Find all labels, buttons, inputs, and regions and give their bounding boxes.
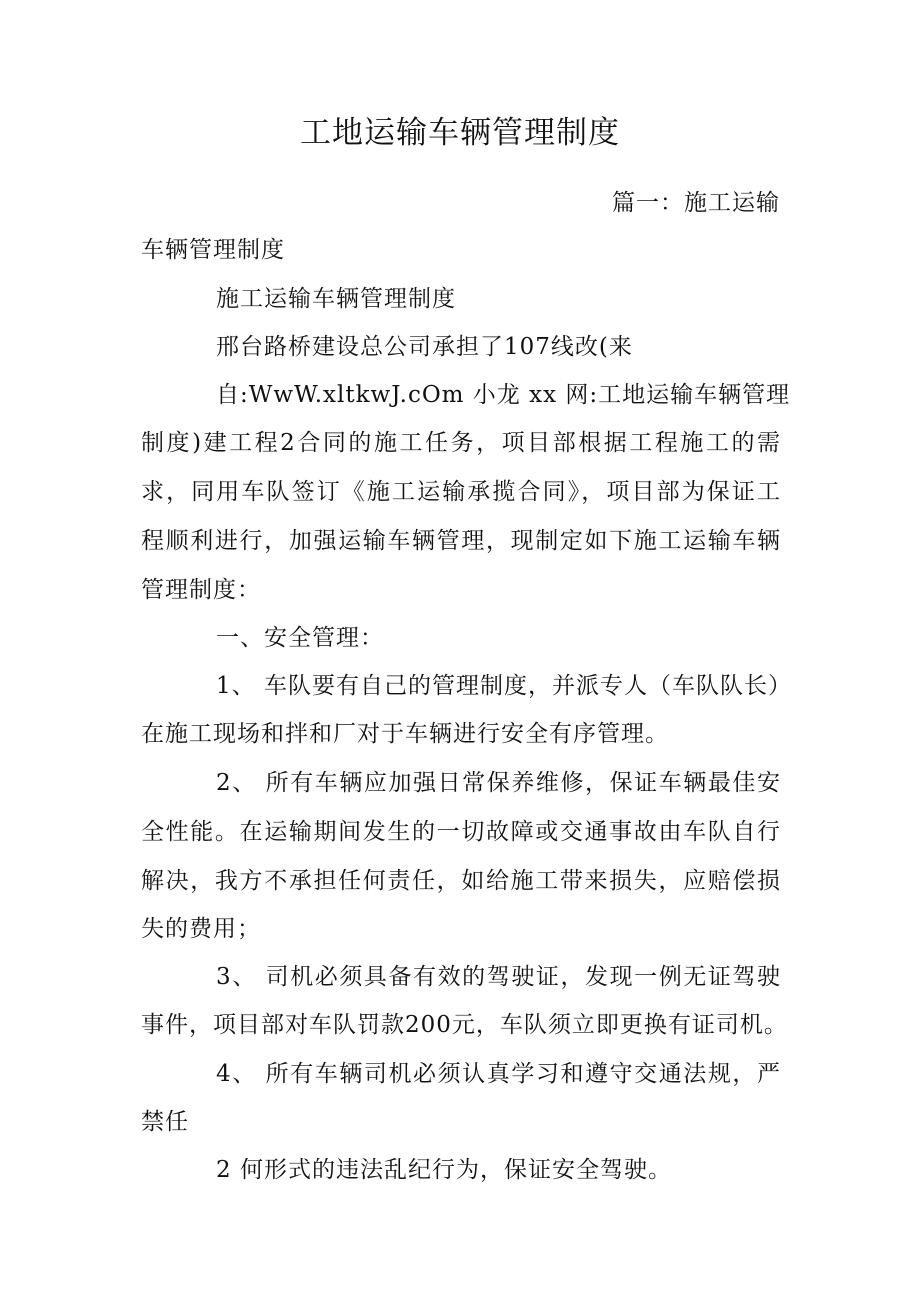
list-item-line: 解决，我方不承担任何责任，如给施工带来损失，应赔偿损 [141,868,781,894]
list-item-line: 4、 所有车辆司机必须认真学习和遵守交通法规，严 [216,1061,781,1087]
section-heading: 一、安全管理： [216,625,384,651]
paragraph-line: 管理制度： [141,577,261,603]
paragraph-line: 自:WwW.xltkwJ.cOm 小龙 xx 网:工地运输车辆管理 [216,382,791,408]
list-item-line: 2、 所有车辆应加强日常保养维修，保证车辆最佳安 [216,770,781,796]
document-title: 工地运输车辆管理制度 [300,115,620,151]
paragraph-line: 制度)建工程2合同的施工任务，项目部根据工程施工的需 [141,430,781,456]
list-item-line: 2 何形式的违法乱纪行为，保证安全驾驶。 [216,1157,672,1183]
paragraph-line: 邢台路桥建设总公司承担了107线改(来 [216,334,633,360]
chapter-heading-part2: 车辆管理制度 [141,237,285,263]
list-item-line: 事件，项目部对车队罚款200元，车队须立即更换有证司机。 [141,1012,788,1038]
list-item-line: 禁任 [141,1109,189,1135]
list-item-line: 失的费用； [141,916,261,942]
section-subtitle: 施工运输车辆管理制度 [216,286,456,312]
list-item-line: 1、 车队要有自己的管理制度，并派专人（车队队长） [216,673,792,699]
chapter-heading-part1: 篇一：施工运输 [612,190,780,216]
list-item-line: 3、 司机必须具备有效的驾驶证，发现一例无证驾驶 [216,964,781,990]
paragraph-line: 程顺利进行，加强运输车辆管理，现制定如下施工运输车辆 [141,528,781,554]
paragraph-line: 求，同用车队签订《施工运输承揽合同》，项目部为保证工 [141,479,781,505]
list-item-line: 全性能。在运输期间发生的一切故障或交通事故由车队自行 [141,819,781,845]
list-item-line: 在施工现场和拌和厂对于车辆进行安全有序管理。 [141,721,669,747]
